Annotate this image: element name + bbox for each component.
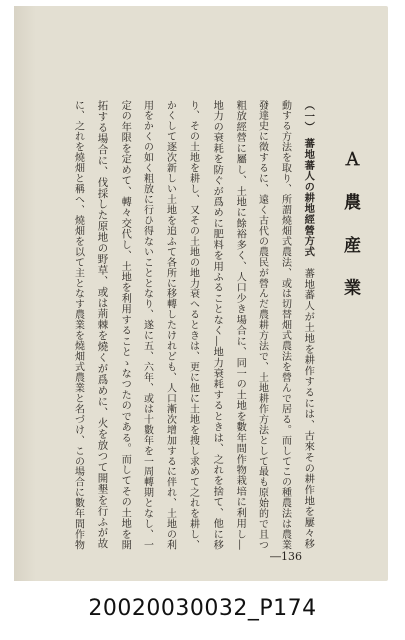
text-column-8: 用をかくの如く粗放に行ひ得ないこととなり、遂に五、六年、或は十數年を一周轉期となし、一 xyxy=(141,100,153,551)
image-caption: 20020030032_P174 xyxy=(88,596,317,621)
text-column-10: 拓する場合に、伐採した原地の野草、或は荊棘を燒くが爲めに、火を放つて開墾を行ふが故 xyxy=(95,100,108,549)
text-column-7: かくして逐次新しい土地を追ふて各所に移轉したけれども、人口漸次增加するに伴れ、土地の利 xyxy=(164,100,176,551)
page-gutter-shadow xyxy=(14,6,36,581)
text-column-6: り、その土地を耕し、又その土地の地力衰へるときは、更に他に土地を搜し求めて之れを耕し、 xyxy=(187,100,199,551)
subsection-heading: （一） 蕃地蕃人の耕地經營方式 xyxy=(302,100,315,258)
text-column-11: に、之れを燒畑と稱へ、燒畑を以て主となす農業を燒畑式農業と名づけ、この場合に數年間作物 xyxy=(72,100,84,551)
text-column-9: 定の年限を定めて、轉々交代し、土地を利用することゝなつたのである。而してその土地を開 xyxy=(119,100,131,551)
text-column-3: 發達史に徵するに、遠く古代の農民が營んだ農耕方法で、土地耕作方法として最も原始的で且つ xyxy=(256,100,268,551)
text-column-1 xyxy=(303,100,313,549)
section-title: Ａ 農 産 業 xyxy=(340,150,360,306)
text-column-2: 動する方法を取り、所謂燒畑式農法、或は切替畑式農法を營んで居る。而してこの種農法は農業 xyxy=(279,100,291,551)
text-line: 蕃地蕃人が土地を耕作するには、古來その耕作地を屢々移 xyxy=(302,257,315,550)
page-number: ―136 xyxy=(270,550,302,563)
book-page xyxy=(14,6,388,581)
text-column-4: 粗放經營に屬し、土地に餘裕多く、人口少き場合に、同一の土地を數年間作物栽培に利用し― xyxy=(234,100,246,551)
text-column-5: 地力の衰耗を防ぐが爲めに肥料を用ふることなく―地力衰耗するときは、之れを捨て、他に移 xyxy=(211,100,223,551)
